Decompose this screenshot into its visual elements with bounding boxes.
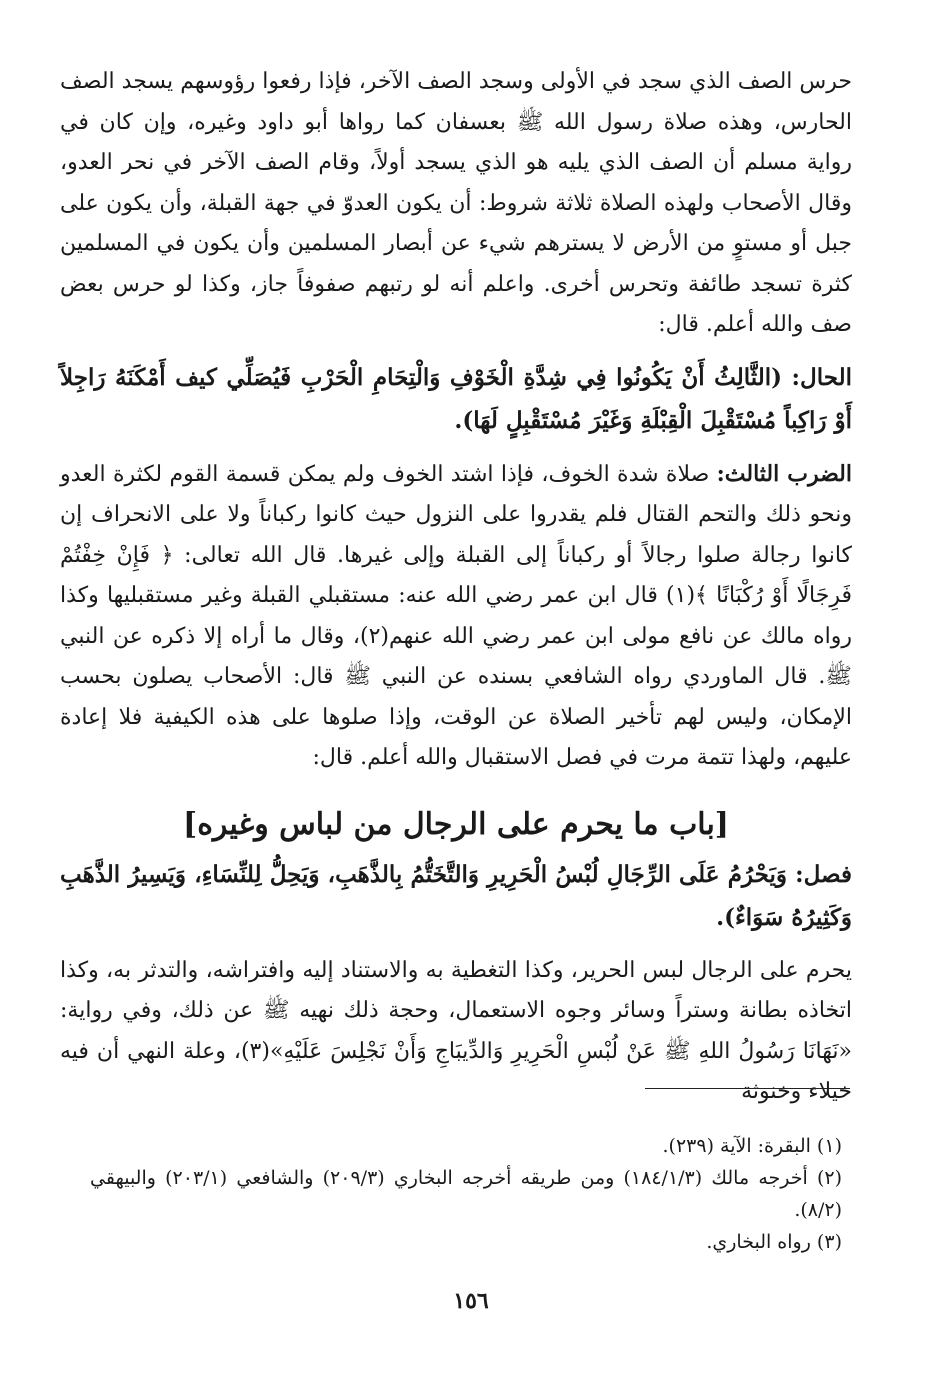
footnote-2: (٢) أخرجه مالك (١٨٤/١/٣) ومن طريقه أخرجه البخاري (٢٠٩/٣) والشافعي (٢٠٣/١) والبيهقي (٨/٢). [90,1167,842,1221]
third-type-lead: الضرب الثالث: [716,460,852,487]
final-paragraph: يحرم على الرجال لبس الحرير، وكذا التغطية به والاستناد إليه وافتراشه، والتدثر به، وكذا اتخاذه بطانة وستراً وسائر وجوه الاستعمال، وحجة ذلك نهيه ﷺ عن ذلك، وفي رواية: «نَهَانَا رَسُولُ اللهِ ﷺ عَنْ لُبْسِ الْحَرِيرِ وَالدِّيبَاجِ وَأَنْ نَجْلِسَ عَلَيْهِ»(٣)، وعلة النهي أن فيه خيلاء وخنوثة [60,957,852,1104]
matn-silk-gold: فصل: وَيَحْرُمُ عَلَى الرِّجَالِ لُبْسُ الْحَرِيرِ وَالتَّخَتُّمُ بِالذَّهَبِ، وَيَحِلُّ لِلنِّسَاءِ، وَيَسِيرُ الذَّهَبِ وَكَثِيرُهُ سَوَاءٌ). [60,860,852,931]
third-type-paragraph [60,454,852,779]
third-type-text: صلاة شدة الخوف، فإذا اشتد الخوف ولم يمكن قسمة القوم لكثرة العدو ونحو ذلك والتحم القتال فلم يقدروا على النزول حيث كانوا ركباناً ولا على الانحراف إن كانوا رجالة صلوا رجالاً أو ركباناً إلى القبلة وإلى غيرها. قال الله تعالى: ﴿ فَإِنْ خِفْتُمْ فَرِجَالًا أَوْ رُكْبَانًا ﴾(١) قال ابن عمر رضي الله عنه: مستقبلي القبلة وغير مستقبليها وكذا رواه مالك عن نافع مولى ابن عمر رضي الله عنهم(٢)، وقال ما أراه إلا ذكره عن النبي ﷺ. قال الماوردي رواه الشافعي بسنده عن النبي ﷺ قال: الأصحاب يصلون بحسب الإمكان، وليس لهم تأخير الصلاة عن الوقت، وإذا صلوها على هذه الكيفية فلا إعادة عليهم، ولهذا تتمة مرت في فصل الاستقبال والله أعلم. قال: [60,461,853,770]
page-number: ١٥٦ [453,1288,489,1314]
footnote-separator [645,1088,850,1089]
page-body [60,62,852,1113]
footnote-3: (٣) رواه البخاري. [706,1231,842,1253]
intro-paragraph: حرس الصف الذي سجد في الأولى وسجد الصف الآخر، فإذا رفعوا رؤوسهم يسجد الصف الحارس، وهذه صلاة رسول الله ﷺ بعسفان كما رواها أبو داود وغيره، وإن كان في رواية مسلم أن الصف الذي يليه هو الذي يسجد أولاً، وقام الصف الآخر في نحر العدو، وقال الأصحاب ولهذه الصلاة ثلاثة شروط: أن يكون العدوّ في جهة القبلة، وأن يكون على جبل أو مستوٍ من الأرض لا يسترهم شيء عن أبصار المسلمين وأن يكون في المسلمين كثرة تسجد طائفة وتحرس أخرى. واعلم أنه لو رتبهم صفوفاً جاز، وكذا لو حرس بعض صف والله أعلم. قال: [60,69,852,337]
footnotes [90,1130,842,1258]
chapter-title: [باب ما يحرم على الرجال من لباس وغيره] [183,806,729,842]
footnote-1: (١) البقرة: الآية (٢٣٩). [662,1135,842,1157]
matn-third-condition: الحال: (الثَّالِثُ أَنْ يَكُونُوا فِي شِدَّةِ الْخَوْفِ وَالْتِحَامِ الْحَرْبِ فَيُصَلِّي كيف أَمْكَنَهُ رَاجِلاً أَوْ رَاكِباً مُسْتَقْبِلَ الْقِبْلَةِ وَغَيْرَ مُسْتَقْبِلٍ لَهَا). [60,363,852,434]
